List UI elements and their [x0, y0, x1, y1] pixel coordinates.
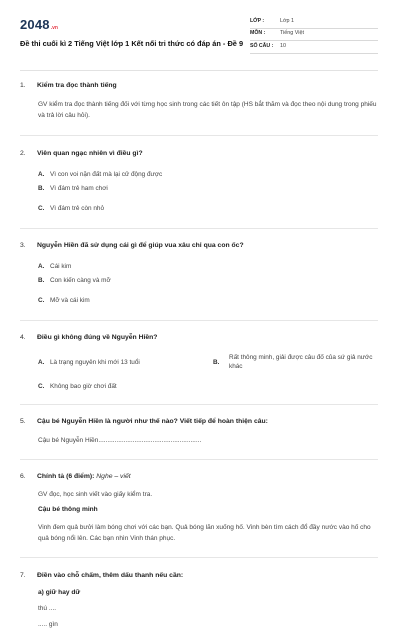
- answer-option-c[interactable]: [38, 294, 213, 308]
- logo-sub: .vn: [50, 25, 58, 31]
- answer-option-a[interactable]: [38, 349, 213, 375]
- meta-row-count: [250, 41, 378, 54]
- option-key: B.: [38, 185, 45, 193]
- fill-in-line[interactable]: ..... gìn: [38, 621, 58, 629]
- option-key: C.: [38, 296, 45, 304]
- answer-option-b[interactable]: [213, 349, 378, 375]
- question-4: [20, 321, 378, 406]
- question-text: Nguyễn Hiền đã sử dụng cái gì để giúp vua xâu chỉ qua con ốc?: [37, 241, 244, 249]
- option-text: Cái kim: [50, 262, 72, 270]
- question-heading: [20, 241, 378, 251]
- meta-row-subject: [250, 29, 378, 42]
- question-text: Cậu bé Nguyễn Hiền là người như thế nào? Viết tiếp để hoàn thiện câu:: [37, 418, 268, 426]
- header: [20, 0, 378, 70]
- question-heading: [20, 472, 378, 482]
- passage-title: Cậu bé thông minh: [38, 506, 98, 514]
- option-text: Vì con voi nặn đất mà lại cử động được: [50, 170, 163, 178]
- option-key: C.: [38, 382, 45, 390]
- question-paragraph: GV kiểm tra đọc thành tiếng đối với từng học sinh trong các tiết ôn tập (HS bắt thăm và đọc theo nội dung trong phiếu và trả lời câu hỏi).: [38, 100, 377, 119]
- question-number: 4.: [20, 333, 26, 341]
- question-text: Điền vào chỗ chấm, thêm dấu thanh nếu cần:: [37, 571, 184, 579]
- fill-in-line[interactable]: thú ....: [38, 605, 57, 613]
- question-number: 3.: [20, 241, 26, 249]
- option-text: Mỡ và cái kim: [50, 296, 90, 304]
- option-key: B.: [213, 358, 220, 366]
- question-number: 7.: [20, 571, 26, 579]
- meta-row-class: [250, 16, 378, 29]
- answer-option-b[interactable]: [38, 182, 213, 196]
- fill-in-line[interactable]: Cậu bé Nguyễn Hiền.........................................................: [38, 437, 202, 445]
- meta-label: LỚP :: [250, 17, 265, 24]
- question-text-extra: Nghe – viết: [96, 473, 131, 481]
- question-3: [20, 229, 378, 321]
- option-text: Không bao giờ chơi đất: [50, 382, 117, 390]
- meta-value: Lớp 1: [280, 17, 295, 24]
- option-key: A.: [38, 262, 45, 270]
- question-5: [20, 405, 378, 460]
- option-key: A.: [38, 358, 45, 366]
- question-body: [20, 588, 378, 630]
- option-text: Vì đám trẻ ham chơi: [50, 184, 108, 192]
- question-1: [20, 71, 378, 136]
- question-body: [20, 99, 378, 121]
- question-heading: [20, 417, 378, 427]
- meta-value: 10: [280, 42, 286, 49]
- question-6: [20, 460, 378, 558]
- answer-options: [20, 349, 378, 393]
- sub-question-title: a) giữ hay dữ: [38, 588, 81, 596]
- brand-block: [20, 16, 245, 70]
- question-body: [20, 435, 378, 446]
- meta-label: SỐ CÂU :: [250, 42, 274, 49]
- question-number: 1.: [20, 82, 26, 89]
- answer-options: [20, 260, 378, 308]
- question-body: [20, 489, 378, 544]
- question-heading: [20, 81, 378, 91]
- meta-table: [250, 16, 378, 70]
- question-text: Viên quan ngạc nhiên vì điều gì?: [37, 149, 143, 157]
- instruction-text: GV đọc, học sinh viết vào giấy kiểm tra.: [38, 491, 153, 499]
- passage-text: Vinh đem quả bưởi làm bóng chơi với các bạn. Quả bóng lăn xuống hố. Vinh bèn tìm cách đổ đầy nước vào hố cho quả bóng nổi lên. Các bạn nhìn Vinh thán phục.: [38, 523, 371, 542]
- option-text: Vì đám trẻ còn nhỏ: [50, 204, 104, 212]
- question-7: [20, 558, 378, 630]
- question-number: 6.: [20, 473, 26, 481]
- question-heading: [20, 333, 378, 343]
- option-key: B.: [38, 276, 45, 284]
- answer-option-c[interactable]: [38, 379, 213, 393]
- question-text: Chính tả (6 điểm):: [37, 473, 95, 481]
- answer-option-a[interactable]: [38, 168, 213, 182]
- option-text: Rất thông minh, giải được câu đố của sứ giả nước khác: [229, 353, 373, 371]
- question-heading: [20, 571, 378, 581]
- question-text: Kiểm tra đọc thành tiếng: [37, 82, 117, 89]
- answer-option-c[interactable]: [38, 202, 213, 216]
- question-text: Điều gì không đúng về Nguyễn Hiền?: [37, 333, 158, 341]
- question-number: 2.: [20, 149, 26, 157]
- question-2: [20, 136, 378, 229]
- answer-option-b[interactable]: [38, 274, 213, 288]
- option-text: Là trạng nguyên khi mới 13 tuổi: [50, 358, 140, 366]
- answer-options: [20, 168, 378, 216]
- option-key: C.: [38, 205, 45, 213]
- meta-label: MÔN :: [250, 30, 266, 37]
- question-heading: [20, 149, 378, 159]
- logo-main: 2048: [20, 17, 50, 32]
- option-key: A.: [38, 171, 45, 179]
- site-logo[interactable]: [20, 16, 245, 35]
- question-number: 5.: [20, 418, 26, 426]
- document-title: Đề thi cuối kì 2 Tiếng Việt lớp 1 Kết nối tri thức có đáp án - Đề 9: [20, 38, 244, 48]
- answer-option-a[interactable]: [38, 260, 213, 274]
- meta-value: Tiếng Việt: [280, 30, 304, 37]
- option-text: Con kiến càng và mỡ: [50, 276, 111, 284]
